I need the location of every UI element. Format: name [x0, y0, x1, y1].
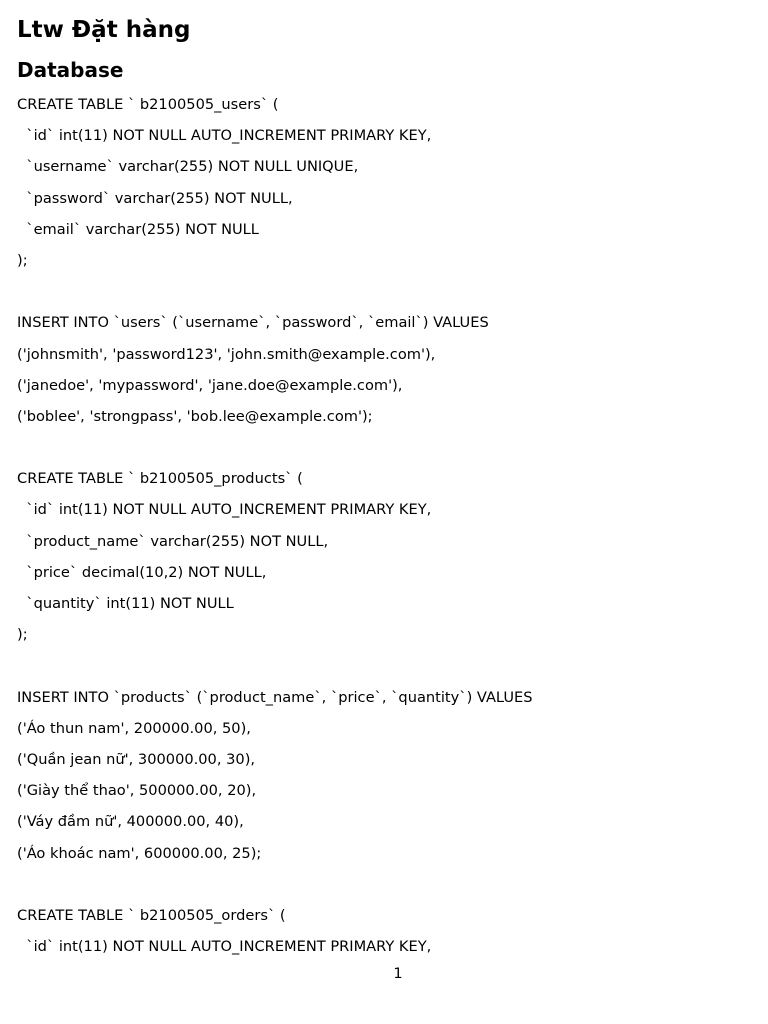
- code-line: [17, 437, 757, 468]
- code-line: );: [17, 626, 28, 644]
- page-number: 1: [393, 965, 403, 982]
- code-line: `id` int(11) NOT NULL AUTO_INCREMENT PRIMARY KEY,: [17, 127, 432, 145]
- code-line: CREATE TABLE ` b2100505_products` (: [17, 470, 303, 488]
- code-line: `price` decimal(10,2) NOT NULL,: [17, 563, 267, 581]
- code-line: `username` varchar(255) NOT NULL UNIQUE,: [17, 158, 359, 176]
- code-line: `id` int(11) NOT NULL AUTO_INCREMENT PRIMARY KEY,: [17, 501, 432, 519]
- code-line: ('janedoe', 'mypassword', 'jane.doe@example.com'),: [17, 376, 403, 394]
- code-line: `id` int(11) NOT NULL AUTO_INCREMENT PRIMARY KEY,: [17, 938, 432, 956]
- sql-code-block: [17, 94, 757, 967]
- code-line: ('boblee', 'strongpass', 'bob.lee@example.com');: [17, 407, 373, 425]
- code-line: [17, 874, 757, 905]
- code-line: `password` varchar(255) NOT NULL,: [17, 189, 293, 207]
- code-line: INSERT INTO `products` (`product_name`, `price`, `quantity`) VALUES: [17, 688, 533, 706]
- code-line: `quantity` int(11) NOT NULL: [17, 595, 234, 612]
- code-line: `product_name` varchar(255) NOT NULL,: [17, 532, 329, 550]
- section-title-database: Database: [17, 58, 124, 82]
- code-line: ('Quần jean nữ', 300000.00, 30),: [17, 750, 256, 768]
- code-line: CREATE TABLE ` b2100505_orders` (: [17, 906, 286, 924]
- code-line: `email` varchar(255) NOT NULL: [17, 220, 259, 238]
- document-title: Ltw Đặt hàng: [17, 17, 191, 43]
- code-line: );: [17, 251, 28, 269]
- code-line: ('Giày thể thao', 500000.00, 20),: [17, 782, 257, 800]
- code-line: ('johnsmith', 'password123', 'john.smith@example.com'),: [17, 345, 436, 363]
- code-line: [17, 281, 757, 312]
- code-line: [17, 655, 757, 686]
- code-line: ('Váy đầm nữ', 400000.00, 40),: [17, 813, 244, 831]
- code-line: INSERT INTO `users` (`username`, `password`, `email`) VALUES: [17, 314, 489, 332]
- code-line: ('Áo thun nam', 200000.00, 50),: [17, 719, 251, 737]
- code-line: CREATE TABLE ` b2100505_users` (: [17, 96, 279, 113]
- code-line: ('Áo khoác nam', 600000.00, 25);: [17, 844, 262, 862]
